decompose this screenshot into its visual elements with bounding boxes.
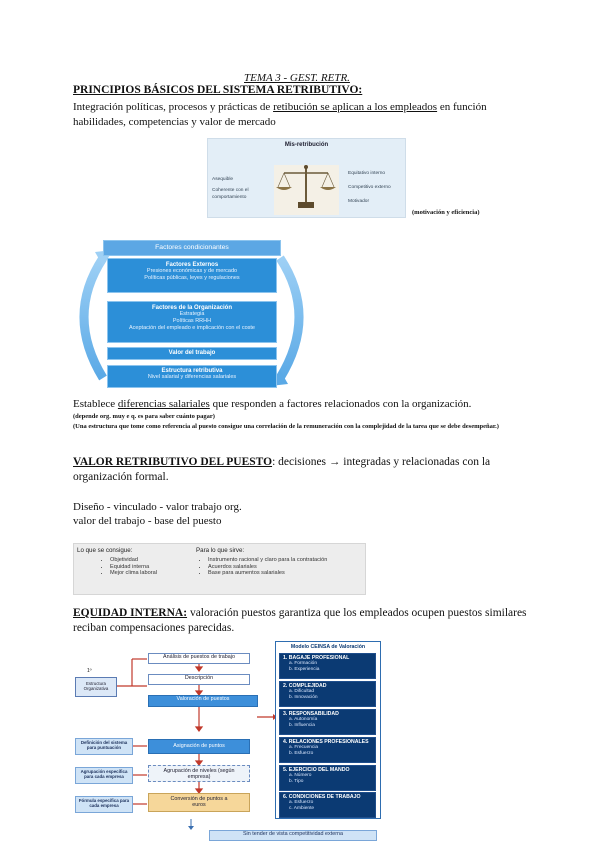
ceinsa-factor [279, 709, 376, 735]
organizacion-item: Aceptación del empleado e implicación con el coste [129, 325, 255, 331]
flow-step-label: Valoración de puestos [176, 696, 230, 702]
ceinsa-factor-title: 6. CONDICIONES DE TRABAJO [283, 794, 361, 800]
step-number: 1º [87, 668, 92, 674]
estructura-title: Estructura retributiva [161, 368, 223, 374]
mis-label-comportamiento: comportamiento [212, 195, 247, 200]
intro-paragraph [73, 100, 533, 130]
page-header-title: TEMA 3 - GEST. RETR. [244, 72, 350, 84]
estructura-organizativa: Estructura Organizativa [83, 681, 109, 691]
ceinsa-factor-item: a. Frecuencia [289, 745, 319, 750]
ceinsa-factor-item: c. Ambiente [289, 806, 315, 811]
ceinsa-factor [279, 653, 376, 679]
consigue-left-header: Lo que se consigue: [77, 547, 133, 554]
valor-trabajo: Valor del trabajo [168, 350, 216, 356]
intro-text-b: en función habilidades, competencias y valor de mercado [73, 101, 487, 128]
competitividad-footer [209, 830, 377, 841]
equidad-text: valoración puestos garantiza que los empleados ocupen puestos similares reciban compensaciones parecidas. [73, 607, 527, 634]
flow-step [148, 765, 250, 782]
diferencias-text-a: Establece [73, 398, 118, 410]
factores-header-box [103, 240, 281, 256]
diseno-line: Diseño - vinculado - valor trabajo org. [73, 501, 242, 513]
organizacion-box [107, 301, 277, 343]
flow-step-label: Asignación de puntos [173, 743, 225, 749]
flow-step-label: Conversión de puntos a euros [170, 796, 228, 808]
mis-note: (motivación y eficiencia) [412, 209, 480, 216]
mis-retribucion-title: Mis-retribución [284, 142, 329, 148]
equidad-paragraph [73, 606, 533, 636]
equidad-heading: EQUIDAD INTERNA: [73, 607, 188, 619]
valor-retributivo-heading: VALOR RETRIBUTIVO DEL PUESTO [73, 456, 273, 468]
factores-header: Factores condicionantes [155, 244, 229, 251]
side-label-box [75, 738, 133, 755]
side-label-box [75, 796, 133, 813]
list-item: • Objetividad [110, 557, 157, 564]
ceinsa-factor-title: 1. BAGAJE PROFESIONAL [283, 655, 350, 661]
externos-item: Presiones económicas y de mercado [146, 268, 238, 274]
ceinsa-factor-title: 2. COMPLEJIDAD [283, 683, 327, 689]
flow-step-label: Descripción [184, 675, 214, 681]
mis-label-competitivo: Competitivo externo [348, 185, 391, 190]
factores-diagram [73, 238, 310, 393]
estructura-box [107, 365, 277, 388]
consigue-panel [73, 543, 366, 595]
flow-step [148, 674, 250, 685]
competitividad-text: Sin tender de vista competitividad externa [242, 831, 344, 837]
estructura-item: Nivel salarial y diferencias salariales [147, 374, 237, 380]
list-item: • Instrumento racional y claro para la contratación [208, 557, 327, 564]
diferencias-text-underlined: diferencias salariales [117, 398, 210, 410]
externos-title: Factores Externos [165, 262, 219, 268]
side-label: Definición del sistema para puntuación [80, 740, 128, 751]
flow-step [148, 793, 250, 812]
balance-scale-icon [264, 153, 349, 215]
ceinsa-factor-item: b. Experiencia [289, 667, 320, 672]
ceinsa-factor-item: a. Número [289, 773, 312, 778]
flow-step [148, 653, 250, 664]
mis-label-equitativo: Equitativo interno [348, 171, 386, 176]
ceinsa-title: Modelo CEINSA de Valoración [290, 644, 366, 650]
section-heading-principios: PRINCIPIOS BÁSICOS DEL SISTEMA RETRIBUTIVO: [73, 84, 363, 96]
consigue-right-list [200, 557, 327, 577]
ceinsa-factor-item: b. Influencia [289, 723, 315, 728]
ceinsa-factor-item: a. Formación [289, 661, 317, 666]
intro-text-a: Integración políticas, procesos y prácticas de [73, 101, 274, 113]
diferencias-note-1: (depende org. muy e q. es para saber cuánto pagar) [73, 413, 215, 420]
diferencias-note-2: (Una estructura que tome como referencia al puesto consigue una correlación de la remuneración con la complejidad de la tarea que se debe desempeñar.) [73, 423, 499, 430]
diferencias-text-b: que responden a factores relacionados con la organización. [209, 398, 472, 410]
mis-retribucion-figure [207, 138, 406, 218]
flow-step [148, 739, 250, 754]
ceinsa-factor-item: a. Dificultad [289, 689, 315, 694]
valor-trabajo-box [107, 347, 277, 360]
ceinsa-factor-title: 5. EJERCICIO DEL MANDO [283, 767, 350, 773]
externos-box [107, 258, 277, 293]
list-item: • Base para aumentos salariales [208, 570, 327, 577]
ceinsa-factor-item: b. Tipo [289, 779, 304, 784]
consigue-right-header: Para lo que sirve: [196, 547, 245, 554]
ceinsa-factor-item: b. Innovación [289, 695, 318, 700]
ceinsa-factor-title: 4. RELACIONES PROFESIONALES [283, 739, 369, 745]
flow-step-label: Agrupación de niveles (según empresa) [163, 768, 235, 780]
estructura-organizativa-box [75, 677, 117, 697]
flow-step [148, 695, 258, 707]
ceinsa-model-panel [275, 641, 381, 819]
valor-trabajo-line: valor del trabajo - base del puesto [73, 515, 222, 527]
organizacion-item: Políticas RRHH [172, 318, 212, 324]
side-label: Agrupación específica para cada empresa [80, 769, 128, 780]
flow-step-label: Análisis de puestos de trabajo [163, 654, 235, 660]
ceinsa-factor [279, 765, 376, 791]
organizacion-title: Factores de la Organización [151, 305, 233, 311]
ceinsa-factor [279, 792, 376, 818]
mis-label-coherente: Coherente con el [212, 188, 249, 193]
consigue-left-list [102, 557, 157, 577]
list-item: • Mejor clima laboral [110, 570, 157, 577]
side-label-box [75, 767, 133, 784]
ceinsa-factor-item: b. Esfuerzo [289, 751, 314, 756]
list-item: • Acuerdos salariales [208, 564, 327, 571]
ceinsa-factor [279, 737, 376, 763]
ceinsa-factor-item: a. Esfuerzo [289, 800, 314, 805]
ceinsa-factor [279, 681, 376, 707]
valor-retributivo-text: : decisiones → integradas y relacionadas con la organización formal. [73, 456, 491, 483]
intro-text-underlined: retibución se aplican a los empleados [273, 101, 438, 113]
mis-label-motivador: Motivador [348, 199, 370, 204]
side-label: Fórmula específica para cada empresa [78, 798, 130, 809]
externos-item: Políticas públicas, leyes y regulaciones [144, 275, 240, 281]
ceinsa-factor-item: a. Autonomía [289, 717, 318, 722]
ceinsa-factor-title: 3. RESPONSABILIDAD [283, 711, 339, 717]
valor-retributivo-paragraph [73, 455, 533, 485]
organizacion-item: Estrategia [179, 311, 205, 317]
list-item: • Equidad interna [110, 564, 157, 571]
diferencias-paragraph [73, 397, 533, 412]
mis-label-asequible: Asequible [212, 177, 234, 182]
